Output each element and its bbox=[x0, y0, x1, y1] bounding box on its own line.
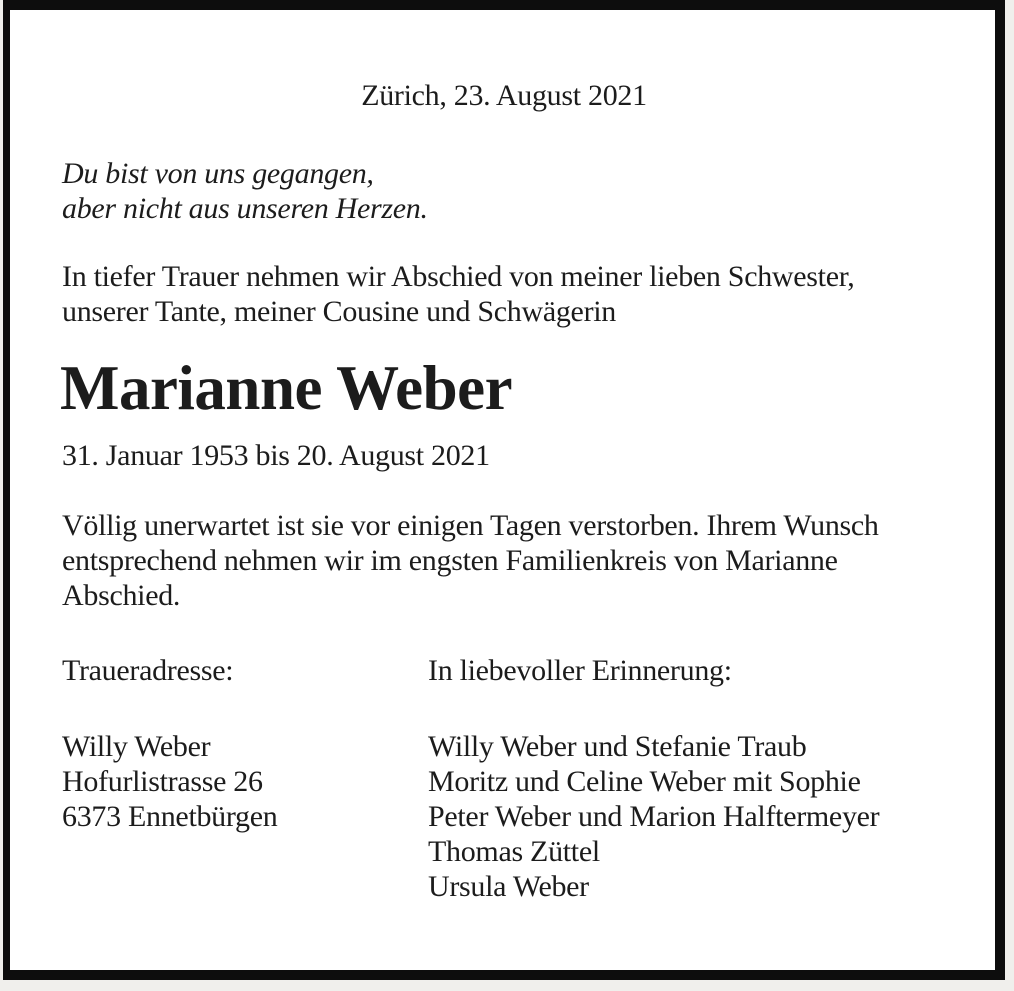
dateline: Zürich, 23. August 2021 bbox=[361, 79, 647, 112]
mourning-address-line: Willy Weber bbox=[62, 730, 211, 763]
mourning-address-list bbox=[62, 729, 277, 834]
mourning-address-label: Traueradresse: bbox=[62, 654, 234, 687]
epigraph-line-2: aber nicht aus unseren Herzen. bbox=[62, 192, 428, 225]
epigraph-line-1: Du bist von uns gegangen, bbox=[62, 157, 374, 190]
epigraph bbox=[62, 156, 428, 226]
mourning-address-line: 6373 Ennetbürgen bbox=[62, 800, 278, 833]
deceased-name: Marianne Weber bbox=[60, 353, 513, 423]
announcement-line-2: entsprechend nehmen wir im engsten Familienkreis von Marianne bbox=[62, 544, 838, 577]
announcement-line-1: Völlig unerwartet ist sie vor einigen Tagen verstorben. Ihrem Wunsch bbox=[62, 509, 879, 542]
life-dates: 31. Januar 1953 bis 20. August 2021 bbox=[62, 439, 490, 472]
mourning-address-line: Hofurlistrasse 26 bbox=[62, 765, 263, 798]
remembrance-label: In liebevoller Erinnerung: bbox=[428, 654, 732, 687]
intro-line-2: unserer Tante, meiner Cousine und Schwägerin bbox=[62, 295, 616, 328]
remembrance-line: Moritz und Celine Weber mit Sophie bbox=[428, 765, 861, 798]
intro-line-1: In tiefer Trauer nehmen wir Abschied von meiner lieben Schwester, bbox=[62, 260, 855, 293]
announcement-line-3: Abschied. bbox=[62, 579, 181, 612]
remembrance-line: Willy Weber und Stefanie Traub bbox=[428, 730, 807, 763]
remembrance-line: Peter Weber und Marion Halftermeyer bbox=[428, 800, 880, 833]
remembrance-line: Ursula Weber bbox=[428, 870, 589, 903]
remembrance-list bbox=[428, 729, 879, 904]
intro-paragraph bbox=[62, 259, 854, 329]
announcement-paragraph bbox=[62, 508, 879, 613]
remembrance-line: Thomas Züttel bbox=[428, 835, 600, 868]
